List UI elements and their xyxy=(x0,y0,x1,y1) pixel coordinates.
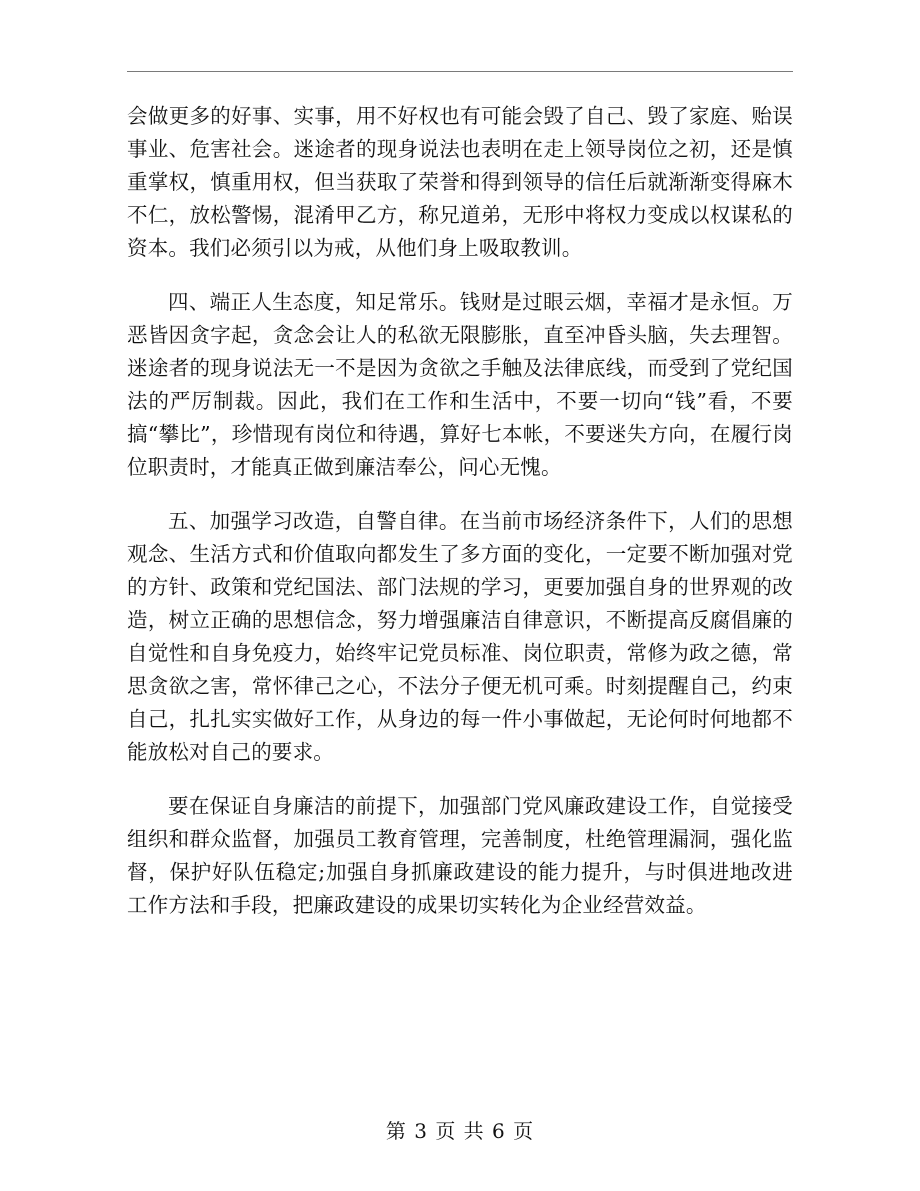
paragraph-continuation: 会做更多的好事、实事，用不好权也有可能会毁了自己、毁了家庭、贻误事业、危害社会。迷途者的现身说法也表明在走上领导岗位之初，还是慎重掌权，慎重用权，但当获取了荣誉和得到领导的信任后就渐渐变得麻木不仁，放松警惕，混淆甲乙方，称兄道弟，无形中将权力变成以权谋私的资本。我们必须引以为戒，从他们身上吸取教训。 xyxy=(127,104,793,260)
paragraph-section-four: 四、端正人生态度，知足常乐。钱财是过眼云烟，幸福才是永恒。万恶皆因贪字起，贪念会让人的私欲无限膨胀，直至冲昏头脑，失去理智。迷途者的现身说法无一不是因为贪欲之手触及法律底线，而受到了党纪国法的严厉制裁。因此，我们在工作和生活中，不要一切向“钱”看，不要搞“攀比”，珍惜现有岗位和待遇，算好七本帐，不要迷失方向，在履行岗位职责时，才能真正做到廉洁奉公，问心无愧。 xyxy=(127,290,793,479)
paragraph-closing: 要在保证自身廉洁的前提下，加强部门党风廉政建设工作，自觉接受组织和群众监督，加强员工教育管理，完善制度，杜绝管理漏洞，强化监督，保护好队伍稳定;加强自身抓廉政建设的能力提升，与时俱进地改进工作方法和手段，把廉政建设的成果切实转化为企业经营效益。 xyxy=(127,794,793,917)
document-body xyxy=(127,100,793,922)
paragraph-section-five: 五、加强学习改造，自警自律。在当前市场经济条件下，人们的思想观念、生活方式和价值取向都发生了多方面的变化，一定要不断加强对党的方针、政策和党纪国法、部门法规的学习，更要加强自身的世界观的改造，树立正确的思想信念，努力增强廉洁自律意识，不断提高反腐倡廉的自觉性和自身免疫力，始终牢记党员标准、岗位职责，常修为政之德，常思贪欲之害，常怀律己之心，不法分子便无机可乘。时刻提醒自己，约束自己，扎扎实实做好工作，从身边的每一件小事做起，无论何时何地都不能放松对自己的要求。 xyxy=(127,509,793,764)
page-number: 第 3 页 共 6 页 xyxy=(385,1119,535,1143)
header-divider xyxy=(127,71,793,72)
